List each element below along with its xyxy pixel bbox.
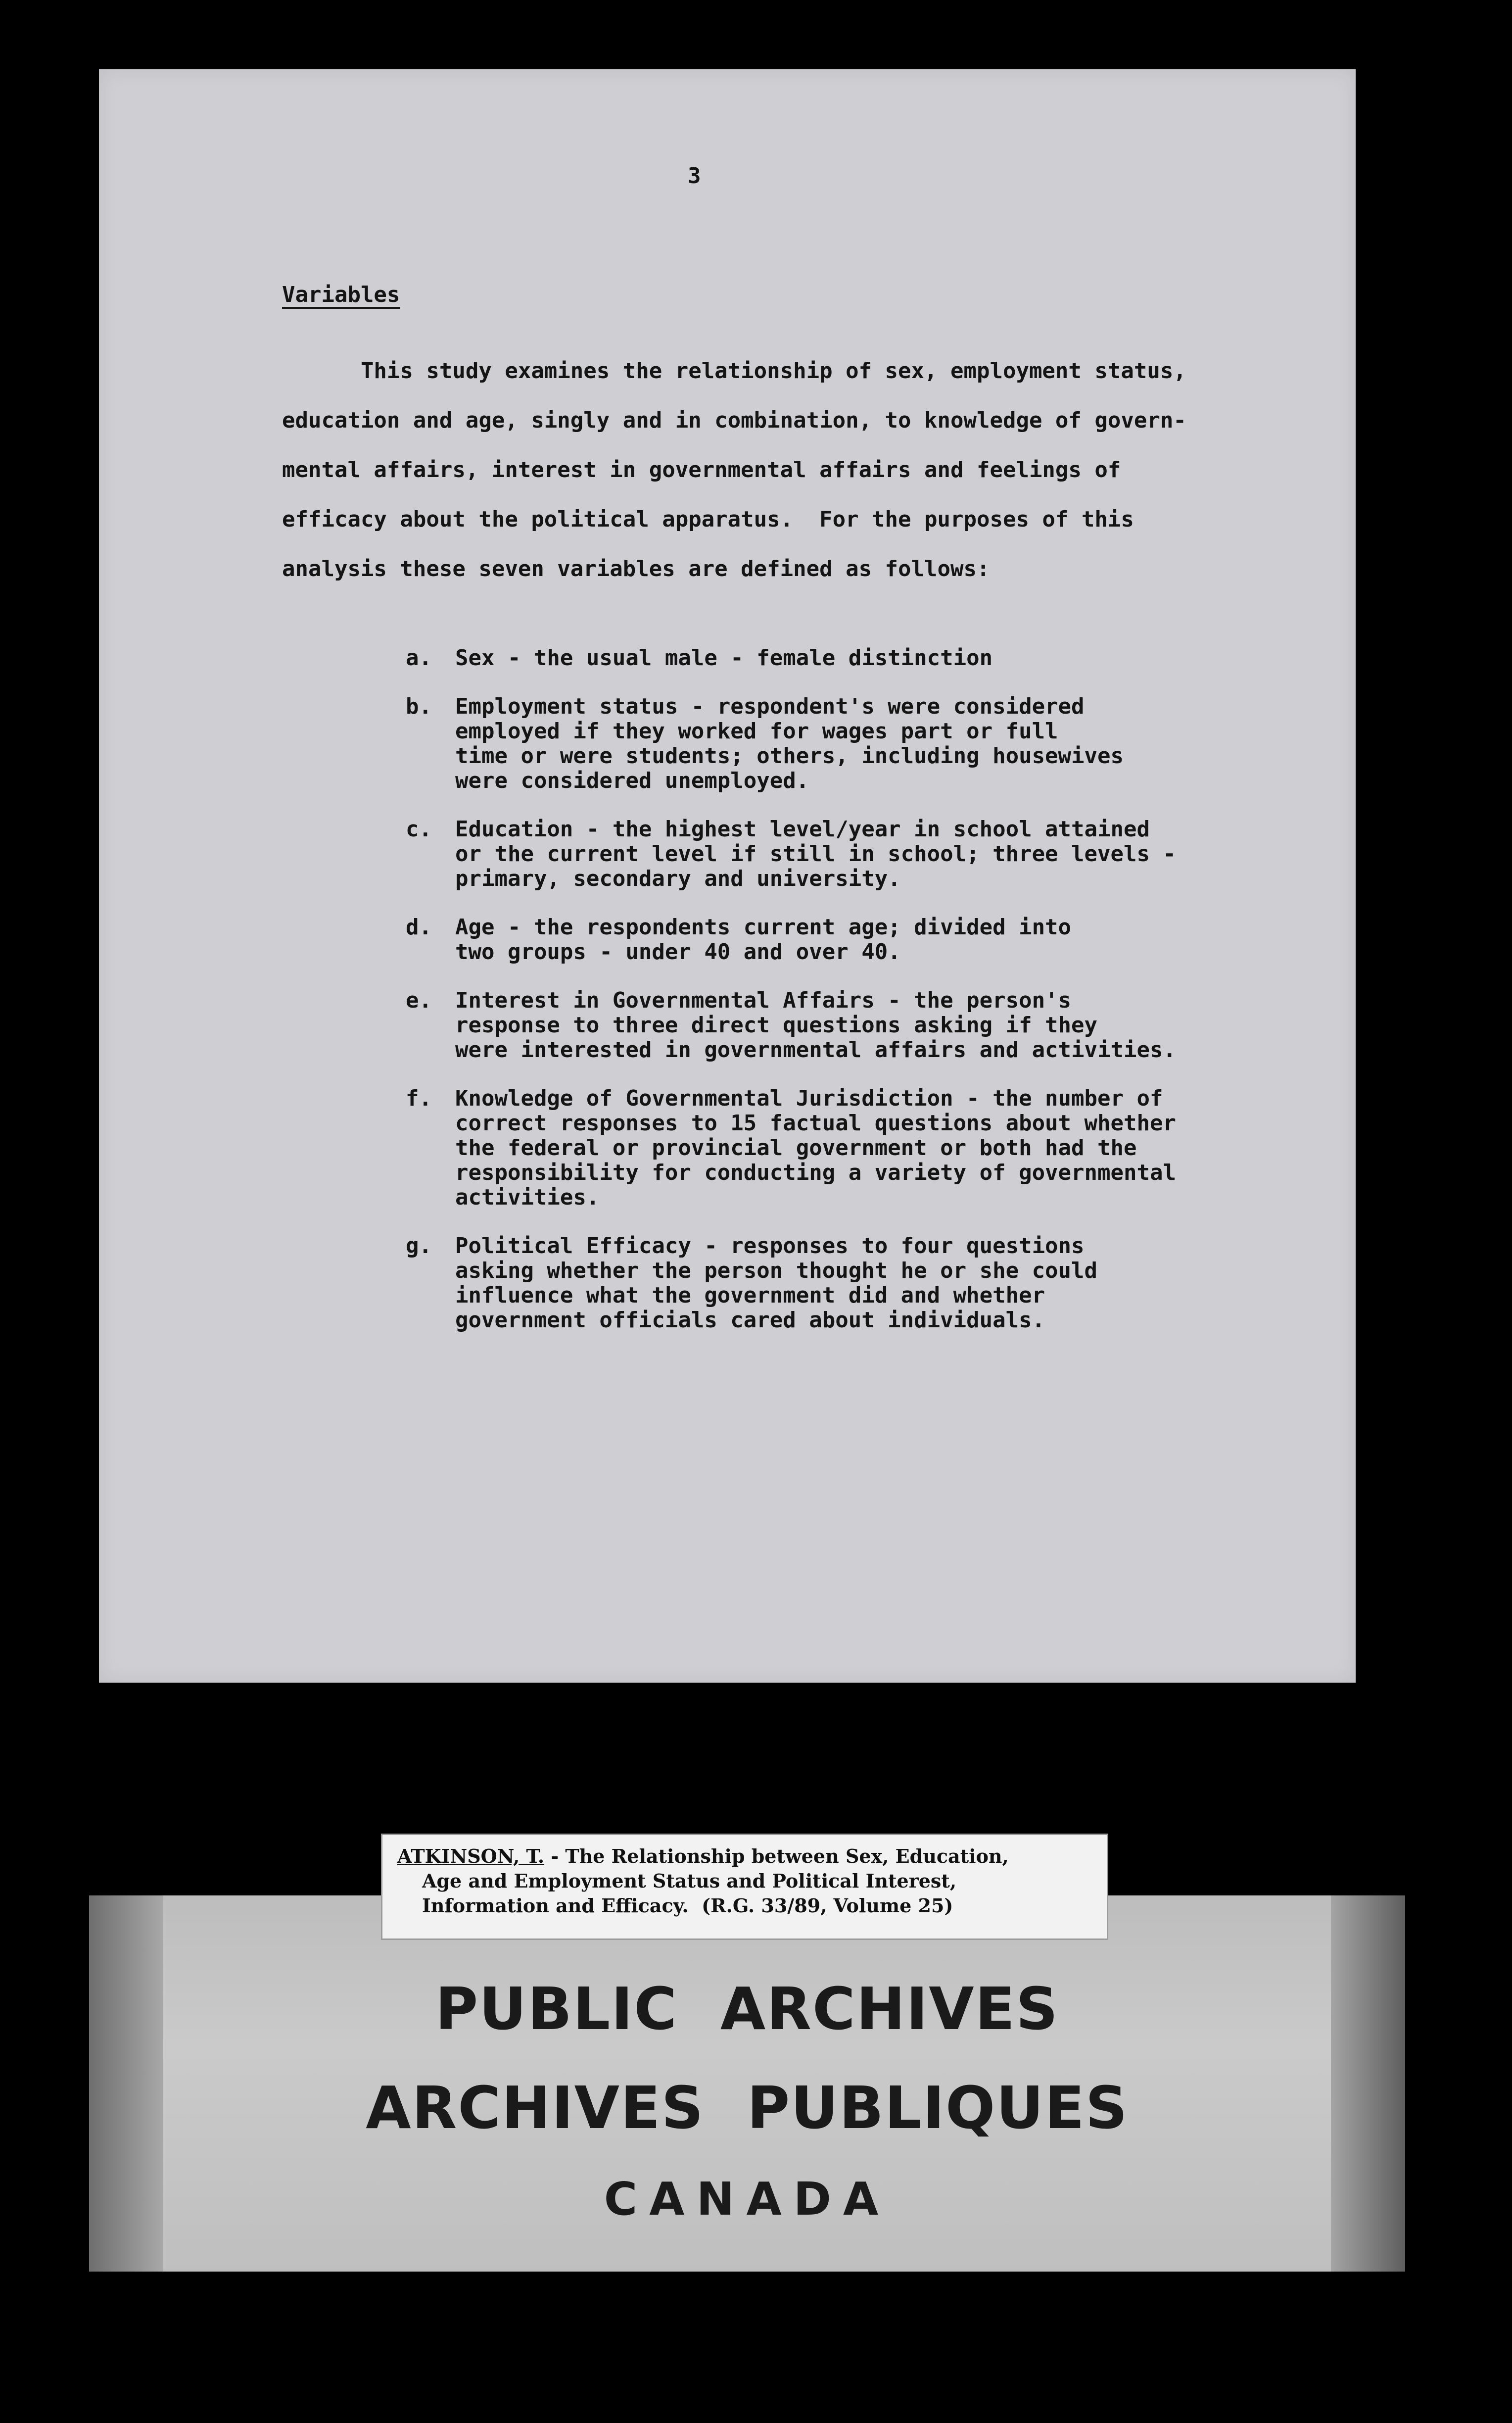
item-line: primary, secondary and university.: [455, 866, 901, 891]
item-line: response to three direct questions asking if they: [455, 1013, 1098, 1038]
variable-item-knowledge: [406, 1086, 1336, 1210]
item-letter: g.: [406, 1233, 432, 1259]
page-number: 3: [688, 163, 701, 189]
item-letter: d.: [406, 915, 432, 940]
item-line: Political Efficacy - responses to four questions: [455, 1233, 1085, 1259]
item-line: were interested in governmental affairs and activities.: [455, 1037, 1176, 1063]
item-line: responsibility for conducting a variety of governmental: [455, 1160, 1176, 1185]
archive-title-english: PUBLIC ARCHIVES: [435, 1975, 1059, 2043]
citation-author: ATKINSON, T.: [397, 1845, 545, 1867]
variable-item-interest: [406, 988, 1336, 1063]
citation-line: [397, 1844, 1092, 1869]
item-letter: a.: [406, 645, 432, 671]
intro-line: analysis these seven variables are defined as follows:: [282, 556, 990, 582]
variable-item-sex: [406, 646, 1336, 671]
item-line: Employment status - respondent's were considered: [455, 694, 1085, 719]
document-page: [99, 69, 1356, 1683]
item-letter: e.: [406, 988, 432, 1013]
item-line: asking whether the person thought he or she could: [455, 1258, 1098, 1283]
archive-title-french: ARCHIVES PUBLIQUES: [366, 2074, 1129, 2142]
citation-label: [381, 1834, 1108, 1940]
variable-item-employment-status: [406, 694, 1336, 793]
intro-line: education and age, singly and in combination, to knowledge of govern-: [282, 408, 1186, 433]
item-line: or the current level if still in school; three levels -: [455, 841, 1176, 867]
citation-line: Information and Efficacy. (R.G. 33/89, Volume 25): [422, 1894, 953, 1917]
item-letter: c.: [406, 817, 432, 842]
item-letter: f.: [406, 1086, 432, 1111]
item-line: Sex - the usual male - female distinction: [455, 645, 993, 671]
intro-line: efficacy about the political apparatus. For the purposes of this: [282, 507, 1134, 532]
item-line: were considered unemployed.: [455, 768, 809, 793]
intro-line: This study examines the relationship of sex, employment status,: [282, 358, 1186, 384]
citation-line: Age and Employment Status and Political Interest,: [422, 1870, 957, 1892]
item-line: activities.: [455, 1185, 600, 1210]
variable-item-education: [406, 817, 1336, 891]
item-line: Knowledge of Governmental Jurisdiction - the number of: [455, 1086, 1163, 1111]
item-line: Interest in Governmental Affairs - the person's: [455, 988, 1072, 1013]
item-line: influence what the government did and whether: [455, 1283, 1045, 1308]
item-line: employed if they worked for wages part or full: [455, 719, 1058, 744]
item-line: correct responses to 15 factual questions about whether: [455, 1111, 1176, 1136]
item-letter: b.: [406, 694, 432, 719]
item-line: Education - the highest level/year in school attained: [455, 817, 1150, 842]
variable-item-efficacy: [406, 1234, 1336, 1333]
item-line: the federal or provincial government or both had the: [455, 1135, 1137, 1161]
item-line: Age - the respondents current age; divided into: [455, 915, 1072, 940]
intro-line: mental affairs, interest in governmental affairs and feelings of: [282, 457, 1121, 483]
intro-paragraph: [282, 346, 1186, 594]
variable-item-age: [406, 915, 1336, 965]
item-line: time or were students; others, including housewives: [455, 743, 1124, 769]
section-heading: Variables: [282, 282, 400, 307]
item-line: government officials cared about individuals.: [455, 1308, 1045, 1333]
variable-definitions-list: [406, 646, 1336, 1357]
citation-title-start: - The Relationship between Sex, Education,: [544, 1845, 1009, 1867]
archive-country: CANADA: [604, 2173, 891, 2226]
item-line: two groups - under 40 and over 40.: [455, 939, 901, 965]
